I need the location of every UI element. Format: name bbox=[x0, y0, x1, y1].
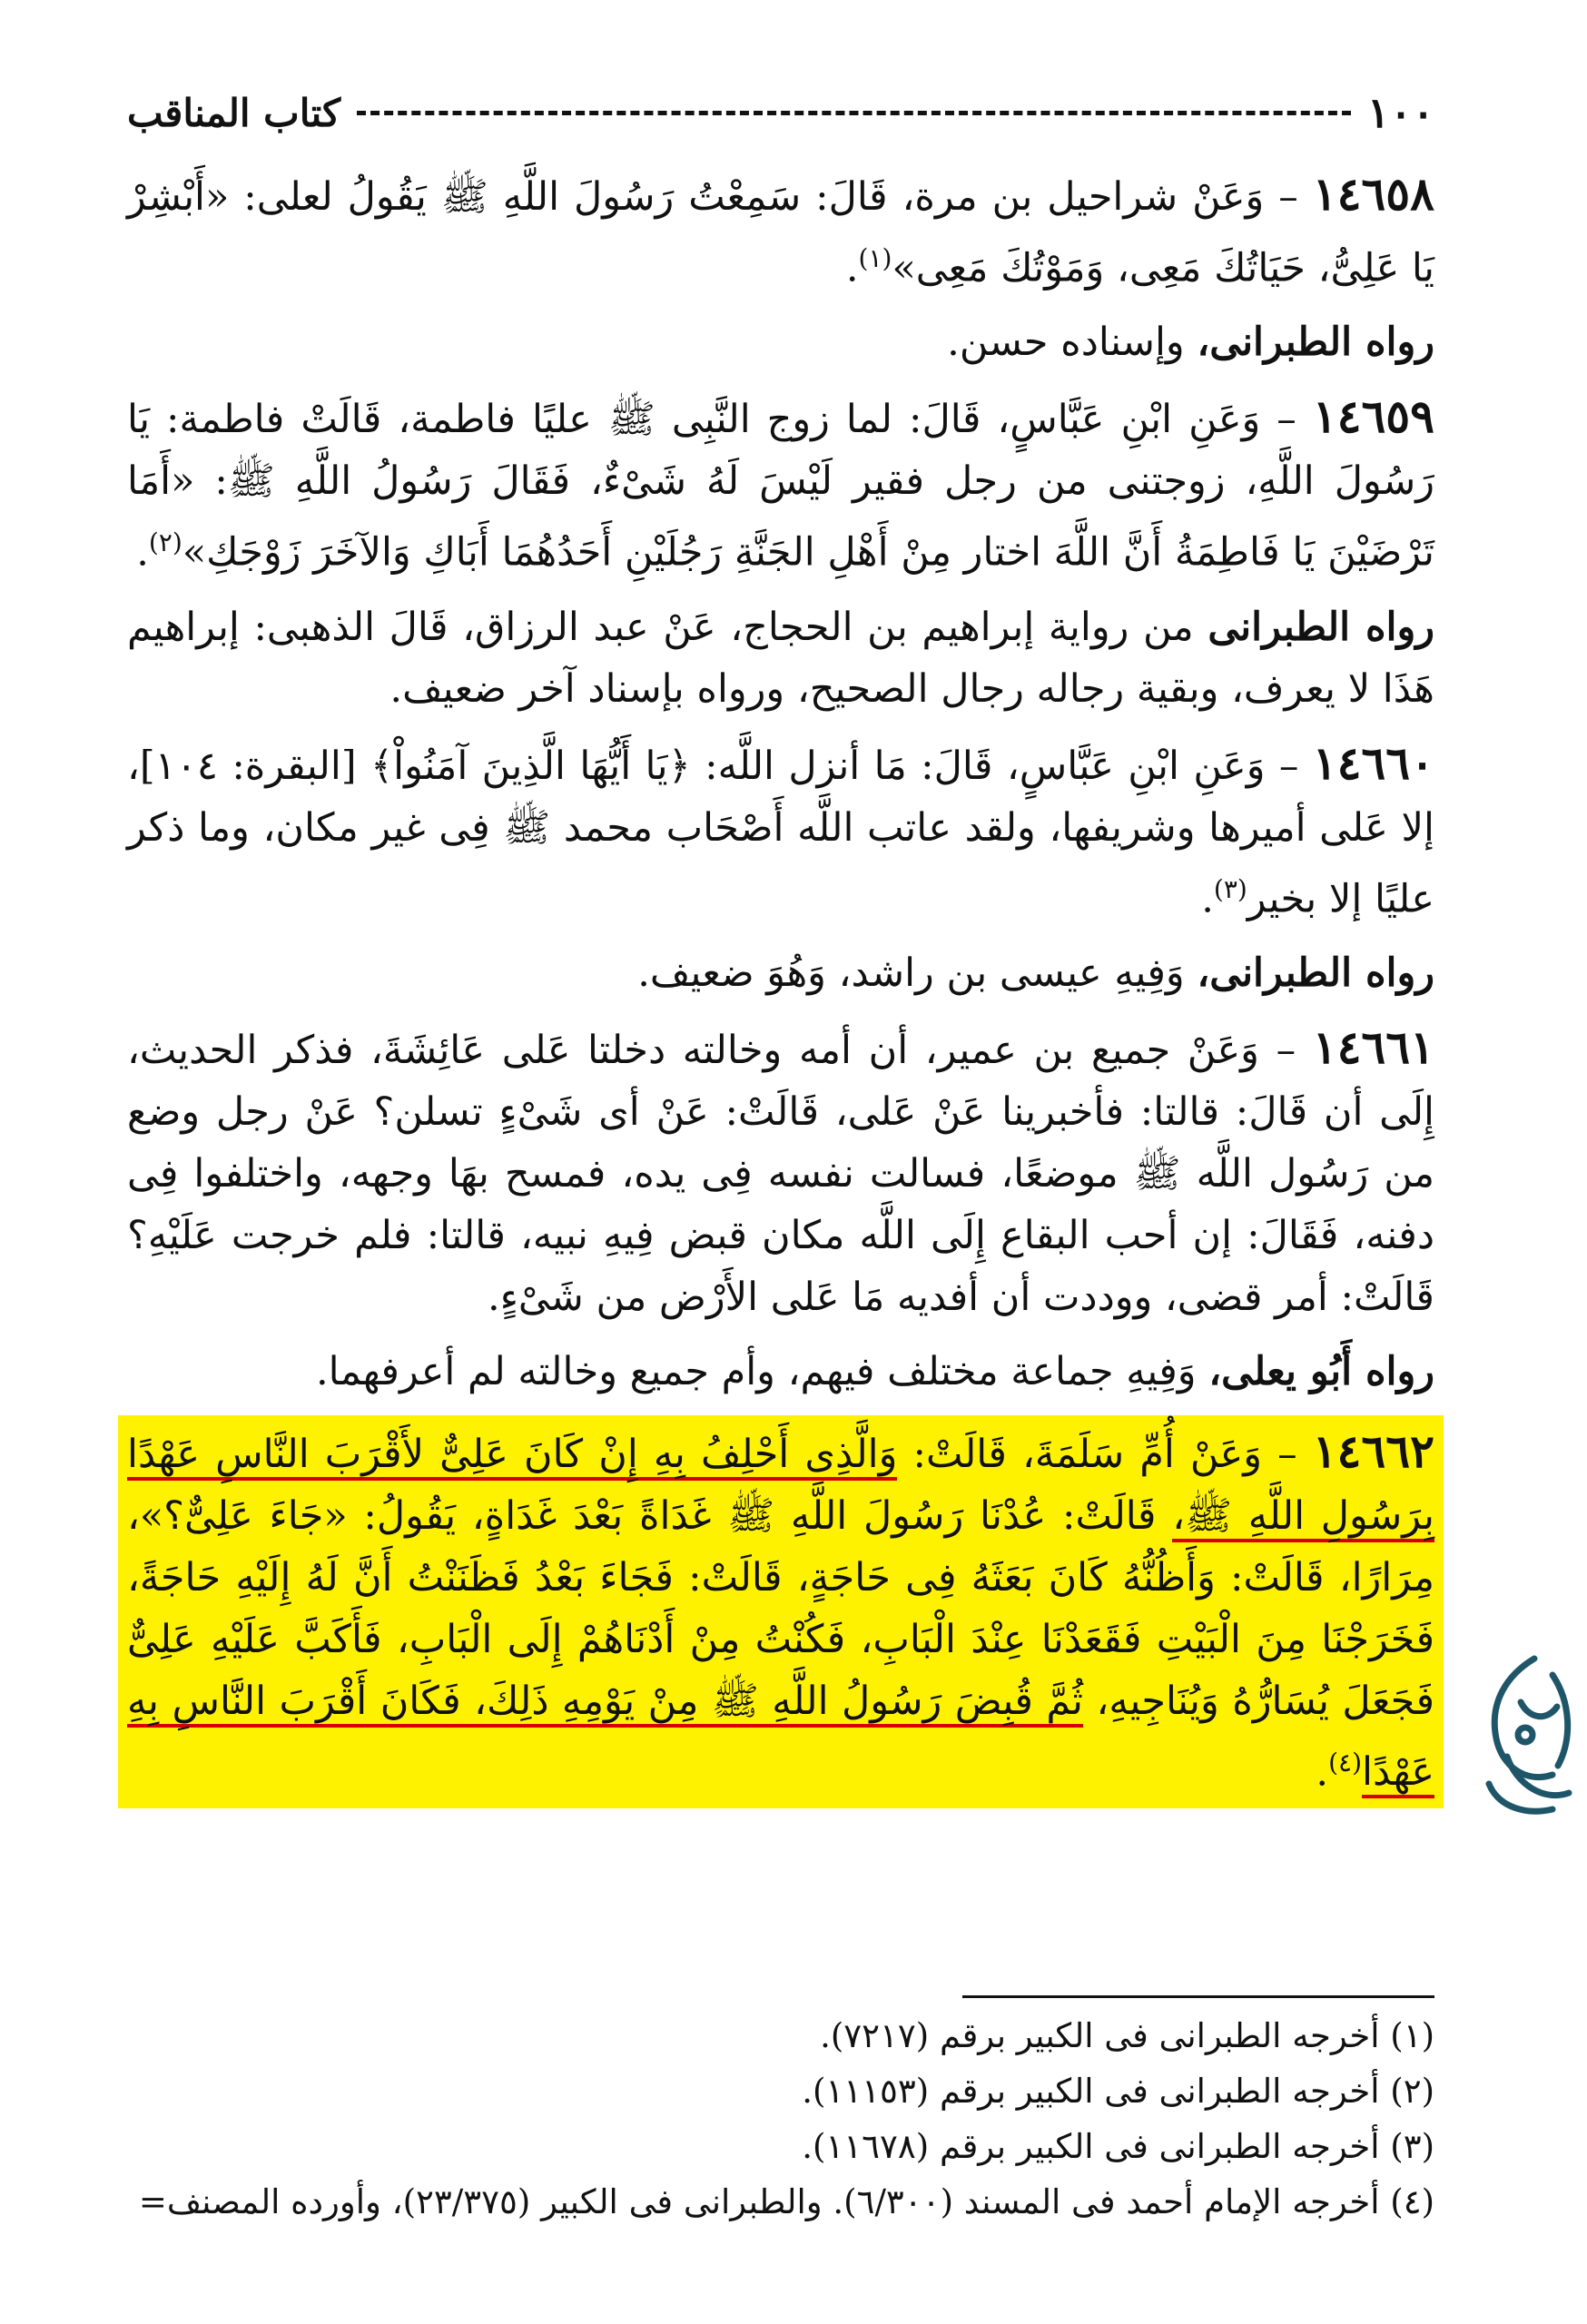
footnote-separator bbox=[962, 1995, 1434, 1998]
hadith-source bbox=[127, 596, 1434, 720]
hadith-text-part1: – وَعَنْ أُمِّ سَلَمَةَ، قَالَتْ: bbox=[912, 1431, 1297, 1477]
hadith-text-part2: قَالَتْ: عُدْنَا رَسُولَ اللَّهِ ﷺ غَدَاةً بَعْدَ غَدَاةٍ، يَقُولُ: «جَاءَ عَلِىٌّ؟»، مِرَارًا، قَالَتْ: وَأَظُنُّهُ كَانَ بَعَثَهُ فِى حَاجَةٍ، قَالَتْ: فَجَاءَ بَعْدُ فَظَنَنْتُ أَنَّ لَهُ إِلَيْهِ حَاجَةً، فَخَرَجْنَا مِنَ الْبَيْتِ فَقَعَدْنَا عِنْدَ الْبَابِ، فَكُنْتُ مِنْ أَدْنَاهُمْ إِلَى الْبَابِ، فَأَكَبَّ عَلَيْهِ عَلِىٌّ فَجَعَلَ يُسَارُّهُ وَيُنَاجِيهِ، bbox=[127, 1492, 1434, 1724]
page-header bbox=[127, 84, 1434, 142]
hadith-14659: ١٤٦٥٩ – وَعَنِ ابْنِ عَبَّاسٍ، قَالَ: لما زوج النَّبِى ﷺ عليًا فاطمة، قَالَتْ فاطمة: يَا رَسُولَ اللَّهِ، زوجتنى من رجل فقير لَيْسَ لَهُ شَىْءٌ، فَقَالَ رَسُولُ اللَّهِ ﷺ: «أَمَا تَرْضَيْنَ يَا فَاطِمَةُ أَنَّ اللَّهَ اختار مِنْ أَهْلِ الجَنَّةِ رَجُلَيْنِ أَحَدُهُمَا أَبَاكِ وَالآخَرَ زَوْجَكِ»$^{(٢)}$. bbox=[127, 389, 1435, 576]
hadith-number: ١٤٦٦٢ bbox=[1312, 1423, 1434, 1478]
source-label: رواه أَبُو يعلى، bbox=[1208, 1348, 1434, 1394]
footnote-1: (١) أخرجه الطبرانى فى الكبير برقم (٧٢١٧). bbox=[820, 2016, 1434, 2055]
footnote-4: (٤) أخرجه الإمام أحمد فى المسند (٦/٣٠٠). والطبرانى فى الكبير (٢٣/٣٧٥)، وأورده المصنف= bbox=[138, 2182, 1434, 2221]
underlined-phrase: ثُمَّ قُبِضَ رَسُولُ اللَّهِ ﷺ مِنْ يَوْمِهِ ذَلِكَ، فَكَانَ أَقْرَبَ النَّاسِ بِهِ عَهْدًا bbox=[127, 1679, 1434, 1798]
source-text: وإسناده حسن. bbox=[947, 320, 1185, 366]
hadith-number: ١٤٦٦١ bbox=[1312, 1019, 1434, 1074]
hadith-text: – وَعَنْ جميع بن عمير، أن أمه وخالته دخلتا عَلى عَائِشَةَ، فذكر الحديث، إِلَى أن قَالَ: قالتا: فأخبرينا عَنْ عَلى، قَالَتْ: عَنْ أى شَىْءٍ تسلن؟ عَنْ رجل وضع من رَسُول اللَّه ﷺ موضعًا، فسالت نفسه فِى يده، فمسح بهَا وجهه، واختلفوا فِى دفنه، فَقَالَ: إن أحب البقاع إِلَى اللَّه مكان قبض فِيهِ نبيه، قالتا: فلم خرجت عَلَيْهِ؟ قَالَتْ: أمر قضى، ووددت أن أفديه مَا عَلى الأَرْض من شَىْءٍ. bbox=[127, 1027, 1434, 1320]
footnotes bbox=[127, 2008, 1434, 2230]
footnote-ref: (٤) bbox=[1328, 1747, 1362, 1777]
footnote-ref: (٢) bbox=[148, 527, 182, 558]
hadith-source bbox=[127, 1341, 1434, 1403]
footnote-3: (٣) أخرجه الطبرانى فى الكبير برقم (١١٦٧٨). bbox=[802, 2127, 1434, 2166]
page-body bbox=[127, 163, 1434, 1808]
hadith-source bbox=[127, 942, 1434, 1004]
hadith-14660: ١٤٦٦٠ – وَعَنِ ابْنِ عَبَّاسٍ، قَالَ: مَا أنزل اللَّه: ﴿يَا أَيُّهَا الَّذِينَ آمَنُواْ﴾ [البقرة: ١٠٤]، إلا عَلى أميرها وشريفها، ولقد عاتب اللَّه أَصْحَاب محمد ﷺ فِى غير مكان، وما ذكر عليًا إلا بخير$^{(٣)}$. bbox=[127, 735, 1434, 921]
hadith-text: – وَعَنْ شراحيل بن مرة، قَالَ: سَمِعْتُ رَسُولَ اللَّهِ ﷺ يَقُولُ لعلى: «أَبْشِرْ يَا عَلِىُّ، حَيَاتُكَ مَعِى، وَمَوْتُكَ مَعِى» bbox=[127, 174, 1434, 291]
hadith-text: – وَعَنِ ابْنِ عَبَّاسٍ، قَالَ: لما زوج النَّبِى ﷺ عليًا فاطمة، قَالَتْ فاطمة: يَا رَسُولَ اللَّهِ، زوجتنى من رجل فقير لَيْسَ لَهُ شَىْءٌ، فَقَالَ رَسُولُ اللَّهِ ﷺ: «أَمَا تَرْضَيْنَ يَا فَاطِمَةُ أَنَّ اللَّهَ اختار مِنْ أَهْلِ الجَنَّةِ رَجُلَيْنِ أَحَدُهُمَا أَبَاكِ وَالآخَرَ زَوْجَكِ» bbox=[127, 397, 1434, 576]
hadith-14661 bbox=[127, 1017, 1434, 1328]
source-label: رواه الطبرانى، bbox=[1197, 320, 1434, 366]
hadith-source bbox=[127, 311, 1434, 373]
highlighted-hadith-14662: ١٤٦٦٢ – وَعَنْ أُمِّ سَلَمَةَ، قَالَتْ: وَالَّذِى أَحْلِفُ بِهِ إِنْ كَانَ عَلِىٌّ لأَقْرَبَ النَّاسِ عَهْدًا بِرَسُولِ اللَّهِ ﷺ، قَالَتْ: عُدْنَا رَسُولَ اللَّهِ ﷺ غَدَاةً بَعْدَ غَدَاةٍ، يَقُولُ: «جَاءَ عَلِىٌّ؟»، مِرَارًا، قَالَتْ: وَأَظُنُّهُ كَانَ بَعَثَهُ فِى حَاجَةٍ، قَالَتْ: فَجَاءَ بَعْدُ فَظَنَنْتُ أَنَّ لَهُ إِلَيْهِ حَاجَةً، فَخَرَجْنَا مِنَ الْبَيْتِ فَقَعَدْنَا عِنْدَ الْبَابِ، فَكُنْتُ مِنْ أَدْنَاهُمْ إِلَى الْبَابِ، فَأَكَبَّ عَلَيْهِ عَلِىٌّ فَجَعَلَ يُسَارُّهُ وَيُنَاجِيهِ، ثُمَّ قُبِضَ رَسُولُ اللَّهِ ﷺ مِنْ يَوْمِهِ ذَلِكَ، فَكَانَ أَقْرَبَ النَّاسِ بِهِ عَهْدًا$^{(٤)}$. bbox=[118, 1415, 1444, 1808]
header-dashed-rule bbox=[357, 111, 1351, 115]
underlined-phrase: وَالَّذِى أَحْلِفُ بِهِ إِنْ كَانَ عَلِىٌّ لأَقْرَبَ النَّاسِ عَهْدًا بِرَسُولِ اللَّهِ ﷺ، bbox=[127, 1432, 1434, 1542]
hadith-14658: ١٤٦٥٨ – وَعَنْ شراحيل بن مرة، قَالَ: سَمِعْتُ رَسُولَ اللَّهِ ﷺ يَقُولُ لعلى: «أَبْشِرْ يَا عَلِىُّ، حَيَاتُكَ مَعِى، وَمَوْتُكَ مَعِى»$^{(١)}$. bbox=[127, 167, 1434, 291]
hadith-number: ١٤٦٥٩ bbox=[1312, 389, 1435, 444]
footnote-ref: (٣) bbox=[1213, 873, 1247, 904]
hadith-number: ١٤٦٦٠ bbox=[1312, 735, 1434, 790]
hadith-number: ١٤٦٥٨ bbox=[1312, 167, 1434, 221]
page-number: ١٠٠ bbox=[1366, 88, 1434, 137]
hadith-text: – وَعَنِ ابْنِ عَبَّاسٍ، قَالَ: مَا أنزل اللَّه: ﴿يَا أَيُّهَا الَّذِينَ آمَنُواْ﴾ [البقرة: ١٠٤]، إلا عَلى أميرها وشريفها، ولقد عاتب اللَّه أَصْحَاب محمد ﷺ فِى غير مكان، وما ذكر عليًا إلا بخير bbox=[127, 743, 1434, 921]
source-text: من رواية إبراهيم بن الحجاج، عَنْ عبد الرزاق، قَالَ الذهبى: إبراهيم هَذَا لا يعرف، وبقية رجاله رجال الصحيح، ورواه بإسناد آخر ضعيف. bbox=[127, 604, 1434, 712]
calligraphy-logo-icon bbox=[1471, 1648, 1582, 1820]
source-text: وَفِيهِ عيسى بن راشد، وَهُوَ ضعيف. bbox=[637, 950, 1185, 996]
source-label: رواه الطبرانى bbox=[1208, 604, 1434, 650]
footnote-ref: (١) bbox=[858, 243, 892, 273]
book-title: كتاب المناقب bbox=[127, 90, 341, 135]
source-text: وَفِيهِ جماعة مختلف فيهم، وأم جميع وخالته لم أعرفهما. bbox=[315, 1348, 1197, 1394]
footnote-2: (٢) أخرجه الطبرانى فى الكبير برقم (١١١٥٣). bbox=[802, 2072, 1434, 2111]
source-label: رواه الطبرانى، bbox=[1197, 950, 1434, 996]
